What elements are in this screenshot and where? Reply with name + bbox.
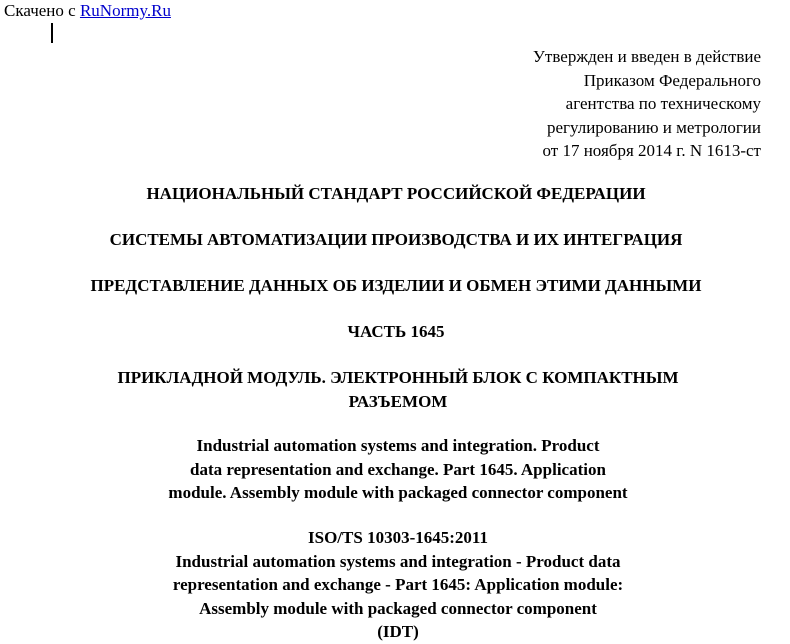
- module-title: [0, 366, 790, 413]
- text-cursor: [51, 23, 53, 43]
- iso-title-line: Industrial automation systems and integration - Product data: [175, 551, 621, 571]
- series-title-heading: СИСТЕМЫ АВТОМАТИЗАЦИИ ПРОИЗВОДСТВА И ИХ ИНТЕГРАЦИЯ: [109, 230, 683, 249]
- approval-line: от 17 ноября 2014 г. N 1613-ст: [542, 141, 761, 160]
- approval-line: регулированию и метрологии: [546, 117, 761, 137]
- approval-line: агентства по техническому: [565, 94, 761, 113]
- part-number-heading: ЧАСТЬ 1645: [347, 322, 445, 341]
- source-prefix: Скачено с: [4, 1, 76, 20]
- subseries-title-heading: ПРЕДСТАВЛЕНИЕ ДАННЫХ ОБ ИЗДЕЛИИ И ОБМЕН ЭТИМИ ДАННЫМИ: [90, 276, 702, 295]
- iso-title-line: representation and exchange - Part 1645: Application module:: [172, 575, 624, 594]
- english-title-line: module. Assembly module with packaged connector component: [168, 483, 628, 502]
- approval-block: [533, 45, 761, 163]
- english-title: [0, 434, 790, 505]
- standard-type-heading: НАЦИОНАЛЬНЫЙ СТАНДАРТ РОССИЙСКОЙ ФЕДЕРАЦИИ: [146, 184, 646, 203]
- iso-code: ISO/TS 10303-1645:2011: [308, 528, 488, 547]
- english-title-line: data representation and exchange. Part 1645. Application: [190, 459, 606, 479]
- english-title-line: Industrial automation systems and integration. Product: [196, 436, 600, 455]
- source-link[interactable]: RuNormy.Ru: [79, 1, 171, 20]
- module-title-line: ПРИКЛАДНОЙ МОДУЛЬ. ЭЛЕКТРОННЫЙ БЛОК С КОМПАКТНЫМ: [117, 368, 679, 387]
- source-line: [4, 1, 171, 21]
- module-title-line: РАЗЪЕМОМ: [348, 391, 448, 411]
- iso-equivalence: (IDT): [377, 622, 419, 641]
- approval-line: Утвержден и введен в действие: [532, 47, 761, 66]
- iso-title-line: Assembly module with packaged connector component: [199, 598, 597, 618]
- iso-reference: [0, 526, 790, 644]
- approval-line: Приказом Федерального: [583, 70, 761, 90]
